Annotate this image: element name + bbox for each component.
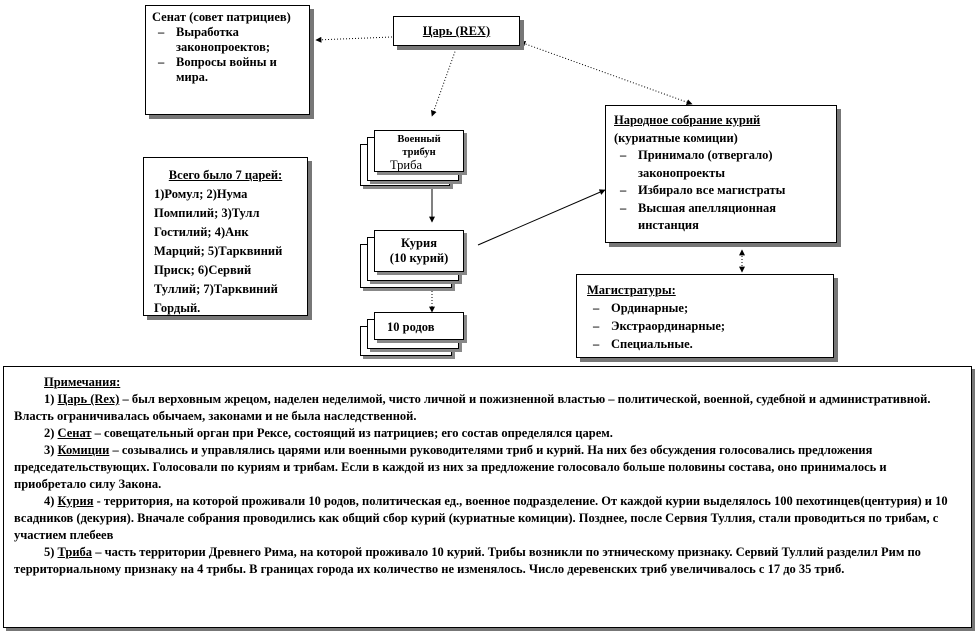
tsar-title: Царь (REX) [422,24,491,38]
senate-box [145,5,310,115]
clans-stack [360,312,450,340]
arrow-tsar-assembly [520,42,692,104]
note-5: 5) Триба – часть территории Древнего Рима, на которой проживало 10 курий. Трибы возникли по этническому признаку. Сервий Туллий разделил Рим по территориальному признаку на 4 трибы. В границах города их количество не изменялось. Число деревенских триб увеличивалось с 17 до 35 триб. [14,545,921,576]
notes-box [3,366,972,628]
notes-heading: Примечания: [44,375,121,389]
magistrates-title: Магистратуры: [587,283,676,297]
note-term: Триба [57,545,93,559]
kings-title: Всего было 7 царей: [168,168,283,182]
arrow-tsar-senate [316,37,392,40]
kings-box [143,157,308,316]
note-2: 2) Сенат – совещательный орган при Рексе, состоящий из патрициев; его состав определялся царем. [44,426,613,440]
curia-title: Курия [401,236,437,250]
magistrates-item: – Экстраординарные; [611,317,823,335]
note-3: 3) Комиции – созывались и управлялись царями или военными руководителями триб и курий. На них без обсуждения голосовались предложения председательствующих. Голосовали по куриям и трибам. Если в каждой из них за предложение голосовало больше половины состава, оно принималось и приобретало силу Закона. [14,443,887,491]
magistrates-item: – Ординарные; [611,299,823,317]
note-1: 1) Царь (Rex) – был верховным жрецом, наделен неделимой, чисто личной и пожизненной властью – политической, военной, судебной и административной. Власть ограничивалась обычаем, законами и не была наследственной. [14,392,931,423]
note-term: Комиции [57,443,110,457]
tribe-front-title: Военный трибун [397,134,441,158]
note-4: 4) Курия - территория, на которой проживали 10 родов, политическая ед., военное подразделение. От каждой курии выделялось 100 пехотинцев(центурия) и 10 всадников (декурия). Вначале собрания проводились как общий сбор курий (куриатные комиции). Позднее, после Сервия Туллия, стали проводиться по трибам, с участием плебеев [14,494,948,542]
arrow-tsar-tribe [432,46,457,116]
curia-stack [360,230,450,272]
tribe-front-label: Триба [389,158,422,172]
clans-label: 10 родов [387,320,435,334]
note-term: Сенат [57,426,92,440]
assembly-box [605,105,837,243]
magistrates-item: – Специальные. [611,335,823,353]
assembly-item: – Избирало все магистраты [638,182,828,200]
tsar-box [393,16,520,46]
note-term: Царь (Rex) [57,392,120,406]
senate-item: – Выработка законопроектов; [176,25,303,55]
kings-list: 1)Ромул; 2)Нума Помпилий; 3)Тулл Гостилий; 4)Анк Марций; 5)Тарквиний Приск; 6)Сервий Туллий; 7)Тарквиний Гордый. [154,187,283,315]
assembly-item: – Высшая апелляционная инстанция [638,200,828,235]
curia-count: (10 курий) [389,251,449,265]
senate-item: – Вопросы войны и мира. [176,55,303,85]
note-term: Курия [57,494,94,508]
senate-title: Сенат (совет патрициев) [152,10,291,24]
arrow-curia-assembly [478,190,605,245]
tribe-stack [360,130,450,172]
assembly-item: – Принимало (отвергало) законопроекты [638,147,828,182]
magistrates-box [576,274,834,358]
assembly-subtitle: (куриатные комиции) [614,130,738,145]
assembly-title: Народное собрание курий [614,113,761,127]
